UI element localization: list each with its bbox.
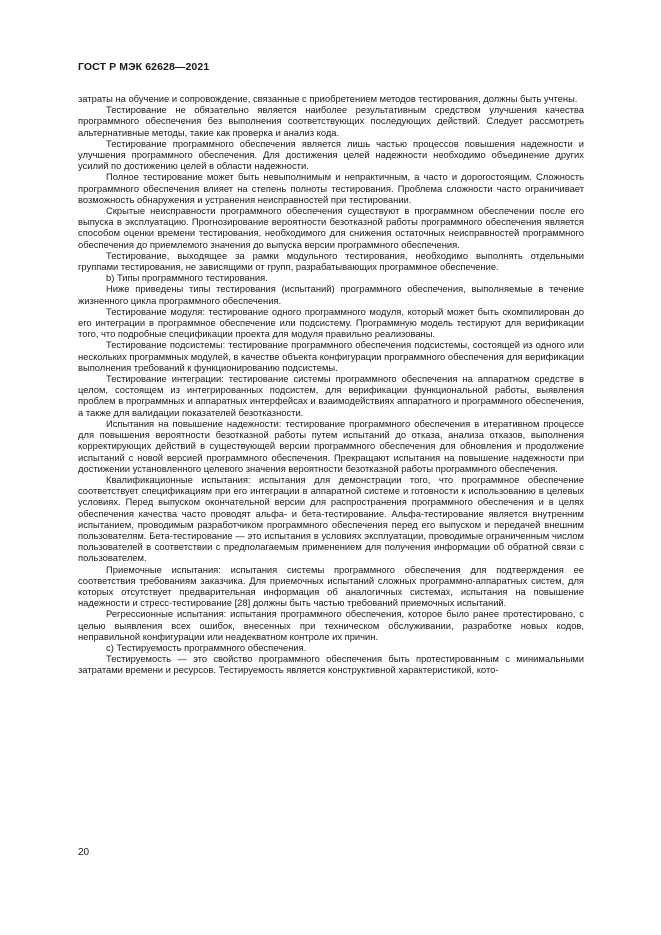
page-number: 20 [78, 847, 90, 858]
paragraph: Тестирование интеграции: тестирование системы программного обеспечения на аппаратном средстве в целом, состоящем из интегрированных подсистем, для верификации функциональной работы, выявления проблем в программных и аппаратных интерфейсах и взаимодействиях аппаратного и программного обеспечения, а также для валидации показателей безотказности. [78, 373, 584, 418]
paragraph: Тестирование программного обеспечения является лишь частью процессов повышения надежности и улучшения программного обеспечения. Для достижения целей надежности необходимо объединение других усилий по достижению целей в области надежности. [78, 137, 584, 172]
paragraph: Скрытые неисправности программного обеспечения существуют в программном обеспечении после его выпуска в эксплуатацию. Прогнозирование вероятности безотказной работы программного обеспечения является способом оценки времени тестирования, необходимого для снижения остаточных неисправностей программного обеспечения до приемлемого значения до выпуска версии программного обеспечения. [78, 205, 584, 250]
body-text [78, 93, 584, 676]
paragraph: Тестирование не обязательно является наиболее результативным средством улучшения качества программного обеспечения без выполнения соответствующих последующих действий. Следует рассмотреть альтернативные методы, такие как проверка и анализ кода. [78, 104, 584, 138]
paragraph: b) Типы программного тестирования. [106, 272, 268, 284]
paragraph: Тестирование, выходящее за рамки модульного тестирования, необходимо выполнять отдельными группами тестирования, не зависящими от групп, разрабатывающих программное обеспечение. [78, 249, 584, 273]
paragraph: Регрессионные испытания: испытания программного обеспечения, которое было ранее протестировано, с целью выявления всех ошибок, внесенных при техническом обслуживании, разработке новых кодов, неправильной конфигурации или неадекватном контроле их причин. [78, 608, 584, 642]
paragraph: затраты на обучение и сопровождение, связанные с приобретением методов тестирования, должны быть учтены. [78, 93, 578, 104]
paragraph: c) Тестируемость программного обеспечения. [106, 641, 307, 653]
paragraph: Тестируемость — это свойство программного обеспечения быть протестированным с минимальными затратами времени и ресурсов. Тестируемость является конструктивной характеристикой, кото- [78, 653, 584, 676]
paragraph: Тестирование модуля: тестирование одного программного модуля, который может быть скомпилирован до его интеграции в программное обеспечение или подсистему. Программную модель тестируют для верификации того, что подробные спецификации проекта для модуля правильно реализованы. [78, 305, 584, 340]
paragraph: Квалификационные испытания: испытания для демонстрации того, что программное обеспечение соответствует спецификациям при его интеграции в аппаратной системе и готовности к использованию в целевых условиях. Перед выпуском окончательной версии для распространения программного обеспечения и в целях обеспечения качества часто проводят альфа- и бета-тестирование. Альфа-тестирование является внутренним испытанием, проводимым разработчиком программного обеспечения перед его выпуском и передачей внешним пользователям. Бета-тестирование — это испытания в условиях эксплуатации, проводимые ограниченным числом пользователей в соответствии с предполагаемым применением для получения информации об обратной связи с пользователем. [78, 473, 584, 564]
paragraph: Приемочные испытания: испытания системы программного обеспечения для подтверждения ее соответствия требованиям заказчика. Для приемочных испытаний сложных программно-аппаратных систем, для которых отсутствует предварительная информация об аналогичных системах, испытания на повышение надежности и стресс-тестирование [28] должны быть частью требований приемочных испытаний. [78, 563, 584, 609]
paragraph: Испытания на повышение надежности: тестирование программного обеспечения в итеративном процессе для повышения вероятности безотказной работы путем испытаний до отказа, анализа отказов, выполнения корректирующих действий в существующей версии программного обеспечения для обновления и продолжение испытаний с новой версией программного обеспечения. Прекращают испытания на повышение надежности при достижении установленного целевого значения вероятности безотказной работы программного обеспечения. [78, 417, 584, 474]
paragraph: Ниже приведены типы тестирования (испытаний) программного обеспечения, выполняемые в течение жизненного цикла программного обеспечения. [78, 283, 584, 306]
paragraph: Полное тестирование может быть невыполнимым и непрактичным, а часто и дорогостоящим. Сложность программного обеспечения влияет на степень полноты тестирования. Проблема сложности часто ограничивает возможность обнаружения и устранения неисправностей при тестировании. [78, 171, 584, 205]
paragraph: Тестирование подсистемы: тестирование программного обеспечения подсистемы, состоящей из одного или нескольких программных модулей, в качестве объекта конфигурации программного обеспечения для верификации выполнения требований к функционированию подсистемы. [78, 339, 584, 373]
standard-header: ГОСТ Р МЭК 62628—2021 [78, 61, 210, 73]
